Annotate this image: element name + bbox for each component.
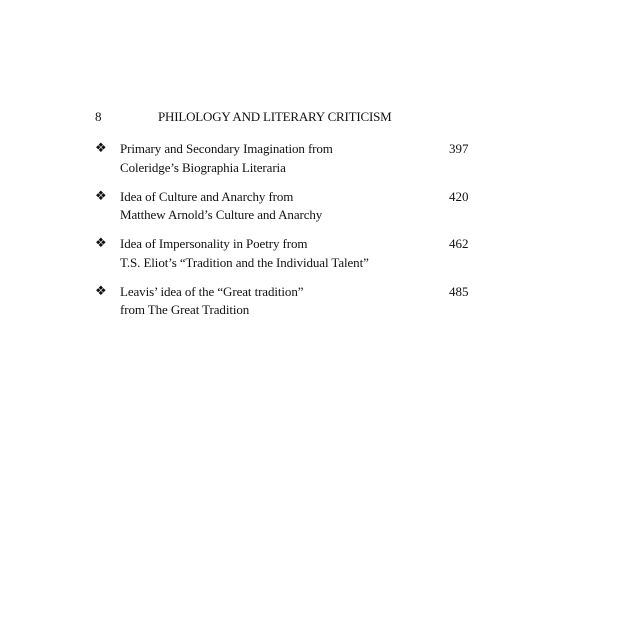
contents-entry	[95, 140, 485, 188]
entry-title-line: from The Great Tradition	[120, 302, 250, 317]
entry-title-line: Leavis’ idea of the “Great tradition”	[120, 283, 304, 299]
contents-entry	[95, 235, 485, 283]
entry-title	[120, 140, 333, 177]
entry-title-line: Coleridge’s Biographia Literaria	[120, 159, 286, 175]
entry-page-number: 485	[449, 283, 469, 299]
page-number: 8	[95, 109, 102, 124]
entry-page-number: 462	[449, 236, 469, 251]
diamond-bullet-icon: ❖	[95, 236, 107, 251]
entry-title-line: Matthew Arnold’s Culture and Anarchy	[120, 207, 323, 222]
diamond-bullet-icon: ❖	[95, 188, 107, 204]
diamond-bullet-icon: ❖	[95, 283, 107, 299]
entry-title-line: Idea of Impersonality in Poetry from	[120, 236, 308, 251]
entry-page-number: 420	[449, 188, 469, 204]
diamond-bullet-icon: ❖	[95, 141, 107, 156]
entry-title-line: Idea of Culture and Anarchy from	[120, 188, 294, 204]
contents-list	[95, 140, 485, 330]
entry-title	[120, 283, 303, 320]
running-head: PHILOLOGY AND LITERARY CRITICISM	[158, 109, 392, 124]
contents-entry	[95, 188, 485, 236]
entry-title-line: T.S. Eliot’s “Tradition and the Individual Talent”	[120, 254, 369, 270]
contents-entry	[95, 283, 485, 331]
entry-title-line: Primary and Secondary Imagination from	[120, 141, 333, 156]
entry-title	[120, 235, 369, 272]
entry-page-number: 397	[449, 141, 469, 156]
entry-title	[120, 188, 322, 225]
